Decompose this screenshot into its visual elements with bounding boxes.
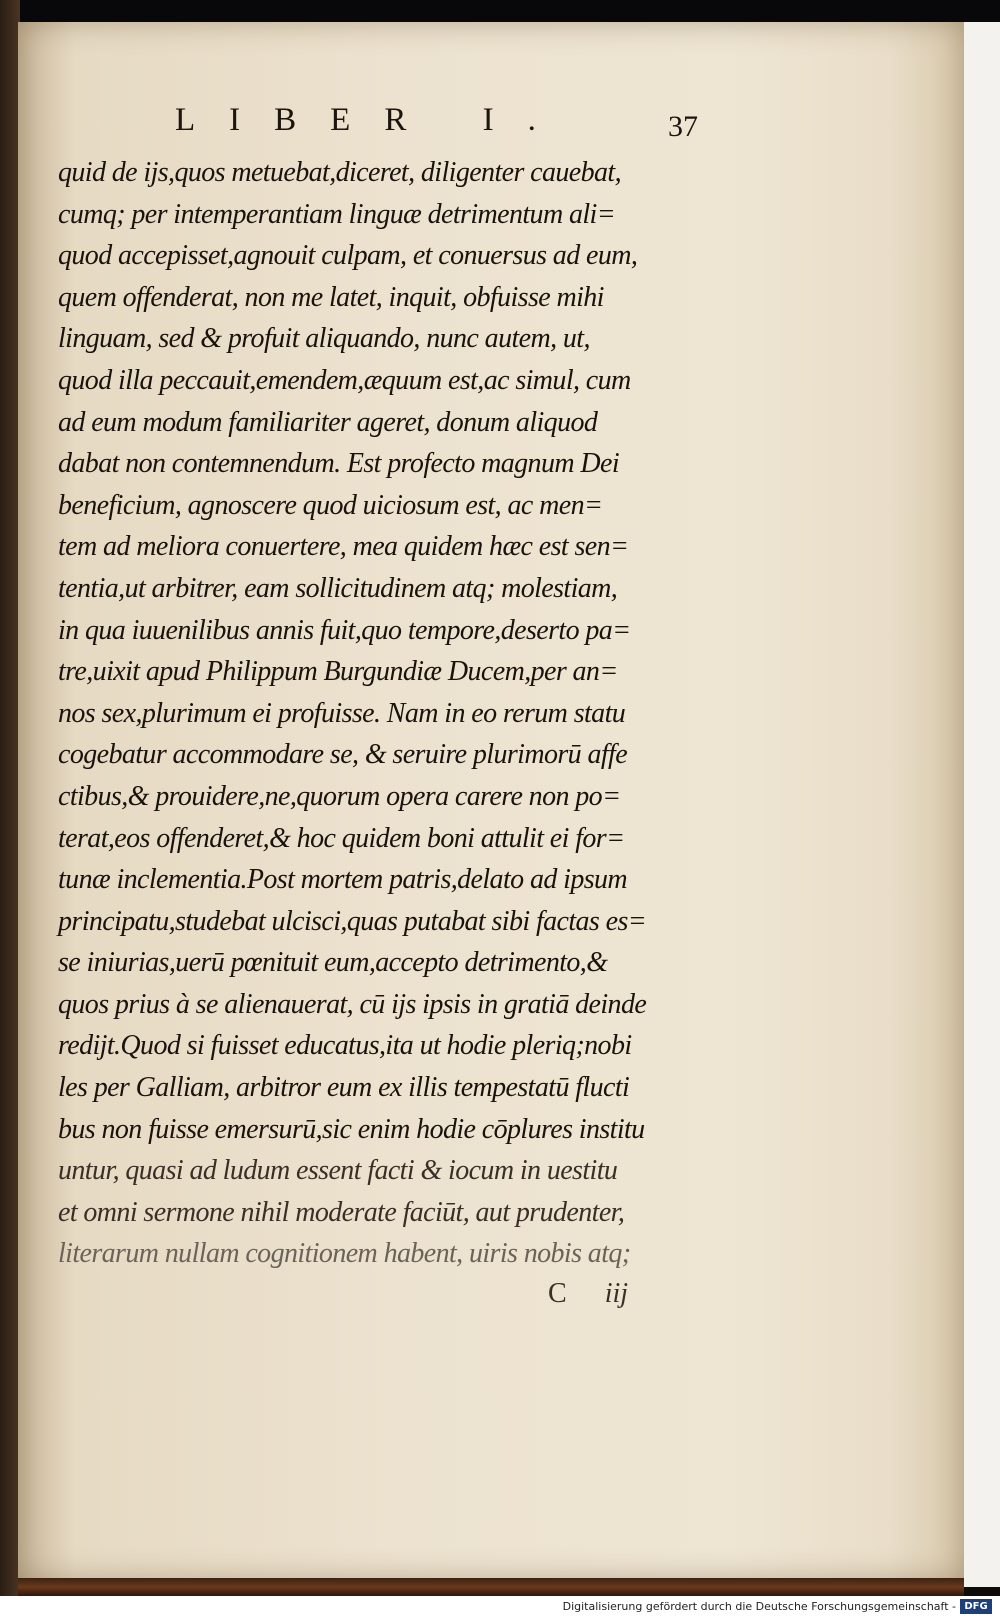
signature-letter: C — [548, 1278, 567, 1309]
text-line: untur, quasi ad ludum essent facti & iocum in uestitu — [58, 1155, 618, 1187]
signature-mark — [548, 1278, 628, 1310]
text-line: cumq; per intemperantiam linguæ detrimentum ali= — [58, 198, 616, 230]
book-edge — [18, 1578, 964, 1596]
signature-number: iij — [604, 1278, 629, 1309]
text-line: les per Galliam, arbitror eum ex illis tempestatū flucti — [58, 1072, 630, 1104]
text-line: cogebatur accommodare se, & seruire plurimorū affe — [58, 739, 628, 771]
text-line: principatu,studebat ulcisci,quas putabat sibi factas es= — [58, 905, 647, 937]
text-line: in qua iuuenilibus annis fuit,quo tempore,deserto pa= — [58, 614, 631, 646]
dfg-logo-icon: DFG — [960, 1599, 992, 1614]
scan-right-margin — [964, 22, 1000, 1587]
text-line: literarum nullam cognitionem habent, uiris nobis atq; — [58, 1238, 631, 1270]
text-line: se iniurias,uerū pœnituit eum,accepto detrimento,& — [58, 947, 608, 979]
text-line: tentia,ut arbitrer, eam sollicitudinem atq; molestiam, — [58, 572, 618, 604]
page-number: 37 — [668, 110, 698, 143]
text-line: tre,uixit apud Philippum Burgundiæ Ducem,per an= — [58, 656, 618, 688]
text-line: linguam, sed & profuit aliquando, nunc autem, ut, — [58, 323, 590, 355]
running-head: LIBER I. — [175, 102, 570, 138]
page-text — [58, 152, 738, 1275]
text-line: tunæ inclementia.Post mortem patris,delato ad ipsum — [58, 864, 628, 896]
digitization-credit: Digitalisierung gefördert durch die Deutsche Forschungsgemeinschaft - — [562, 1600, 956, 1613]
text-line: beneficium, agnoscere quod uiciosum est, ac men= — [58, 489, 603, 521]
text-line: tem ad meliora conuertere, mea quidem hæc est sen= — [58, 531, 629, 563]
text-line: nos sex,plurimum ei profuisse. Nam in eo rerum statu — [58, 697, 626, 729]
text-line: ad eum modum familiariter ageret, donum aliquod — [58, 406, 598, 438]
text-line: quos prius à se alienauerat, cū ijs ipsis in gratiā deinde — [58, 988, 647, 1020]
text-line: quid de ijs,quos metuebat,diceret, diligenter cauebat, — [58, 157, 621, 188]
scan-left-border — [0, 0, 20, 1600]
text-line: quem offenderat, non me latet, inquit, obfuisse mihi — [58, 281, 604, 313]
scan-top-border — [0, 0, 1000, 22]
text-line: redijt.Quod si fuisset educatus,ita ut hodie pleriq;nobi — [58, 1030, 632, 1062]
text-line: bus non fuisse emersurū,sic enim hodie cōplures institu — [58, 1113, 645, 1145]
text-line: et omni sermone nihil moderate faciūt, aut prudenter, — [58, 1196, 625, 1228]
text-line: quod accepisset,agnouit culpam, et conuersus ad eum, — [58, 240, 638, 272]
text-line: terat,eos offenderet,& hoc quidem boni attulit ei for= — [58, 822, 625, 854]
text-line: dabat non contemnendum. Est profecto magnum Dei — [58, 448, 620, 480]
text-line: quod illa peccauit,emendem,æquum est,ac simul, cum — [58, 364, 631, 396]
text-line: ctibus,& prouidere,ne,quorum opera carere non po= — [58, 780, 621, 812]
